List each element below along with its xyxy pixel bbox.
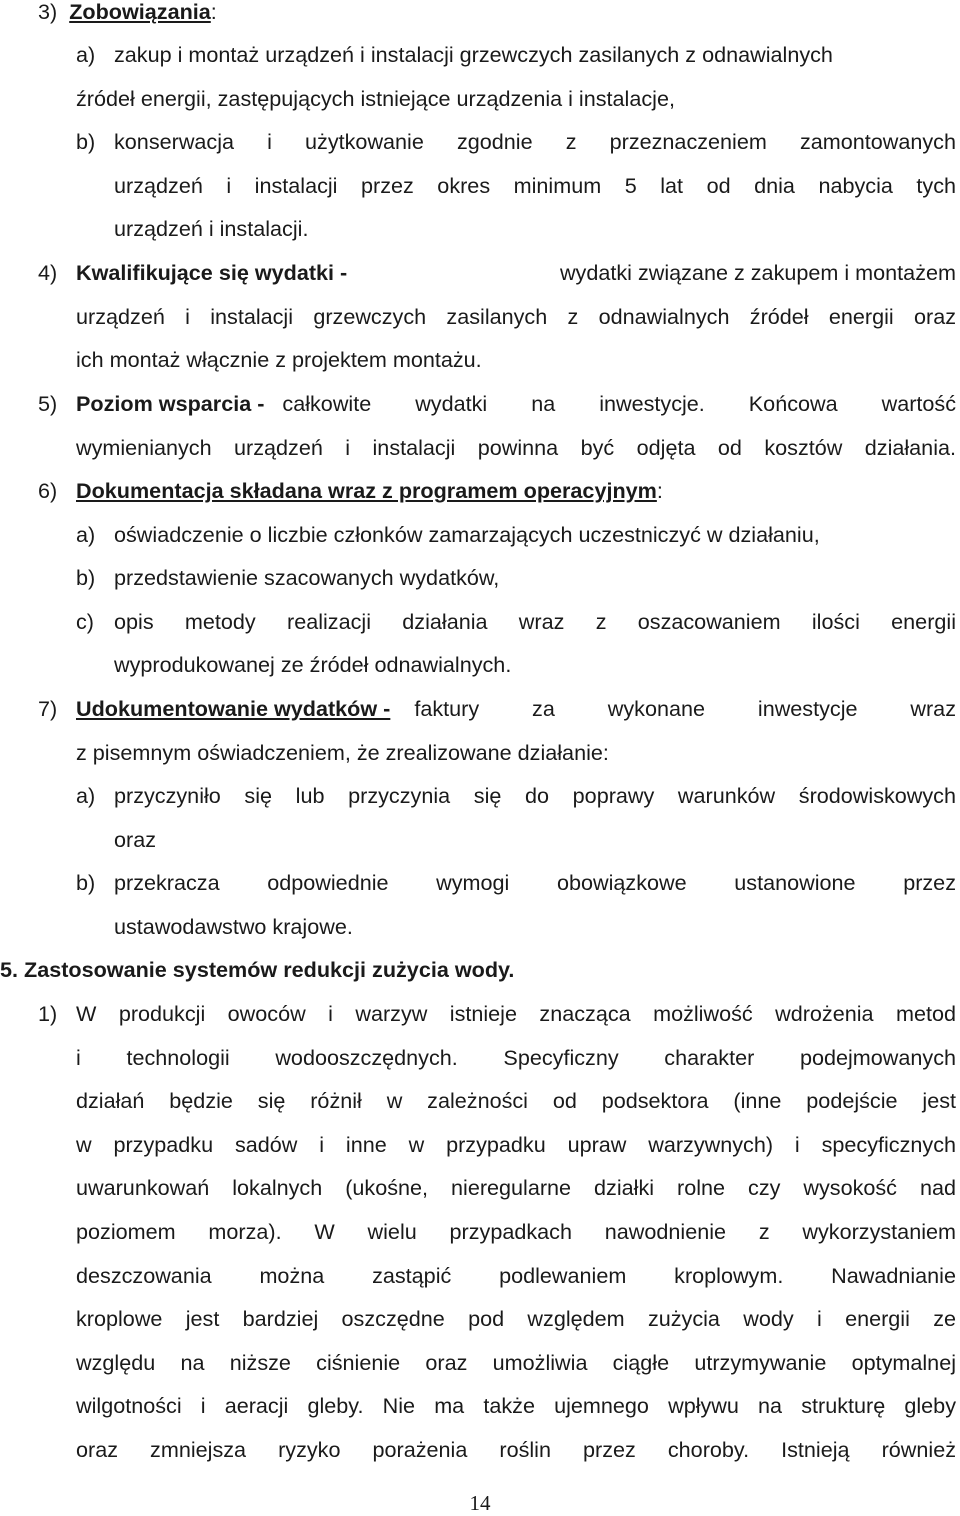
paragraph-line: wilgotności i aeracji gleby. Nie ma także ujemnego wpływu na strukturę gleby <box>76 1393 956 1419</box>
paragraph-number: 1) <box>38 1001 58 1026</box>
list-marker: a) <box>76 522 96 547</box>
text-line: ich montaż włącznie z projektem montażu. <box>76 347 482 372</box>
section-5-line-1 <box>76 389 956 419</box>
paragraph-line: i technologii wodooszczędnych. Specyficzny charakter podejmowanych <box>76 1044 956 1070</box>
paragraph-line: W produkcji owoców i warzyw istnieje znacząca możliwość wdrożenia metod <box>76 1001 956 1026</box>
title-suffix: : <box>210 0 217 24</box>
section-number: 3) <box>38 0 58 24</box>
text-line: opis metody realizacji działania wraz z oszacowaniem ilości energii <box>114 609 956 634</box>
page-number: 14 <box>469 1491 491 1515</box>
text-line: przekracza odpowiednie wymogi obowiązkowe ustanowione przez <box>114 870 956 895</box>
list-marker: b) <box>76 870 96 895</box>
paragraph-line: w przypadku sadów i inne w przypadku upraw warzywnych) i specyficznych <box>76 1131 956 1157</box>
section-number: 6) <box>38 478 58 503</box>
text-line <box>114 40 956 70</box>
list-marker: a) <box>76 42 96 67</box>
list-marker: c) <box>76 609 94 634</box>
text-line: oraz <box>114 827 157 852</box>
section-title: Poziom wsparcia - <box>76 391 265 416</box>
text-line: przedstawienie szacowanych wydatków, <box>114 565 500 590</box>
text-line: ustawodawstwo krajowe. <box>114 914 353 939</box>
paragraph-line: poziomem morza). W wielu przypadkach nawodnienie z wykorzystaniem <box>76 1219 956 1244</box>
section-6-heading <box>76 476 663 506</box>
section-number: 4) <box>38 260 58 285</box>
text-line: przyczyniło się lub przyczynia się do poprawy warunków środowiskowych <box>114 783 956 808</box>
title-suffix: : <box>656 478 663 503</box>
text-span: faktury za wykonane inwestycje wraz <box>414 696 956 721</box>
paragraph-line: względu na niższe ciśnienie oraz umożliwia ciągłe utrzymywanie optymalnej <box>76 1349 956 1375</box>
text-span: całkowite wydatki na inwestycje. Końcowa wartość <box>282 391 956 416</box>
text-line: wyprodukowanej ze źródeł odnawialnych. <box>114 652 512 677</box>
text-line: konserwacja i użytkowanie zgodnie z przeznaczeniem zamontowanych <box>114 129 956 154</box>
text-line: z pisemnym oświadczeniem, że zrealizowane działanie: <box>76 740 609 765</box>
text-line: urządzeń i instalacji przez okres minimum 5 lat od dnia nabycia tych <box>114 173 956 198</box>
paragraph-line: działań będzie się różnił w zależności od podsektora (inne podejście jest <box>76 1088 956 1114</box>
text-line: źródeł energii, zastępujących istniejące urządzenia i instalacje, <box>76 86 675 111</box>
text-span: wydatki związane z zakupem i montażem <box>559 260 956 285</box>
section-title-wrap <box>76 694 390 724</box>
text-line: oświadczenie o liczbie członków zamarzających uczestniczyć w działaniu, <box>114 522 820 547</box>
section-3-heading <box>38 0 217 27</box>
list-item-3a <box>76 40 95 70</box>
section-title: Udokumentowanie wydatków - <box>76 696 391 721</box>
text-span: zakup i montaż urządzeń i instalacji grzewczych zasilanych z odnawialnych <box>114 42 833 67</box>
section-number: 5) <box>38 391 58 416</box>
section-number: 7) <box>38 696 58 721</box>
section-title: Zobowiązania <box>69 0 211 24</box>
text-line: urządzeń i instalacji. <box>114 216 309 241</box>
section-7-line-1 <box>76 694 956 724</box>
section-title: Kwalifikujące się wydatki - <box>76 260 348 285</box>
paragraph-line: uwarunkowań lokalnych (ukośne, nieregularne działki rolne czy wysokość nad <box>76 1175 956 1201</box>
chapter-heading: 5. Zastosowanie systemów redukcji zużycia wody. <box>0 957 515 982</box>
list-marker: b) <box>76 565 96 590</box>
paragraph-line: deszczowania można zastąpić podlewaniem kroplowym. Nawadnianie <box>76 1262 956 1288</box>
text-line: urządzeń i instalacji grzewczych zasilanych z odnawialnych źródeł energii oraz <box>76 304 956 329</box>
list-item-3b <box>76 127 95 157</box>
text-line: wymienianych urządzeń i instalacji powinna być odjęta od kosztów działania. <box>76 435 956 460</box>
section-4-line-1 <box>76 258 956 288</box>
paragraph-line: oraz zmniejsza ryzyko porażenia roślin przez choroby. Istnieją również <box>76 1437 956 1462</box>
paragraph-line: kroplowe jest bardziej oszczędne pod względem zużycia wody i energii ze <box>76 1306 956 1332</box>
section-title: Dokumentacja składana wraz z programem operacyjnym <box>76 478 657 503</box>
list-marker: a) <box>76 783 96 808</box>
list-marker: b) <box>76 129 96 154</box>
